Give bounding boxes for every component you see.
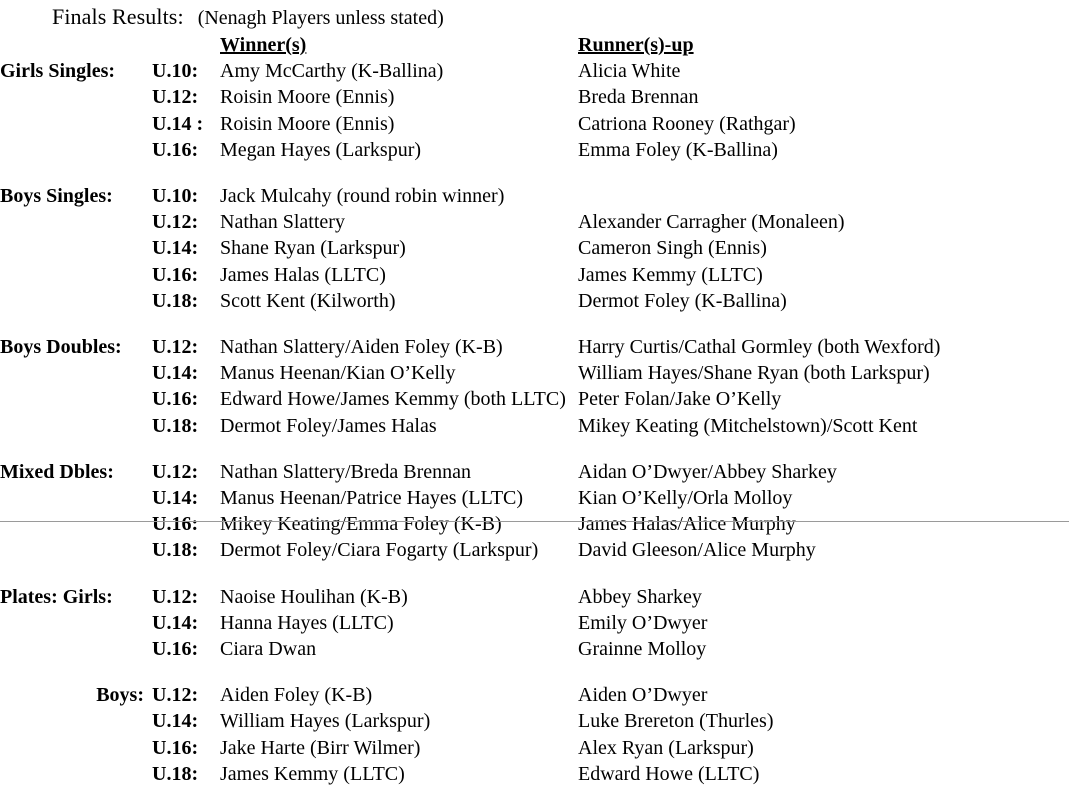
row-category [0, 386, 152, 412]
row-runner-up: Alex Ryan (Larkspur) [578, 736, 754, 759]
row-category [0, 610, 152, 636]
header-winner-label: Winner(s) [220, 34, 307, 56]
row-age-group: U.12: [152, 684, 199, 707]
row-age-group: U.12: [152, 460, 199, 483]
row-category: Plates: Girls: [0, 585, 113, 608]
row-age-group: U.12: [152, 86, 199, 109]
row-age-group: U.12: [152, 211, 199, 234]
table-row [0, 262, 1069, 288]
row-age-group: U.18: [152, 539, 199, 562]
row-age-group: U.16: [152, 263, 199, 286]
row-age-group: U.10: [152, 60, 199, 83]
row-age-group: U.16: [152, 638, 199, 661]
spacer-cell [0, 163, 1069, 183]
row-runner-up: Peter Folan/Jake O’Kelly [578, 388, 782, 411]
table-row [0, 111, 1069, 137]
row-runner-up: Emma Foley (K-Ballina) [578, 138, 778, 161]
row-winner: Dermot Foley/James Halas [220, 414, 437, 437]
row-age-group: U.14: [152, 362, 199, 385]
table-row [0, 235, 1069, 261]
row-category: Boys: [96, 684, 144, 707]
row-age-group: U.18: [152, 762, 199, 785]
table-row [0, 137, 1069, 163]
spacer-cell [0, 439, 1069, 459]
row-winner: James Kemmy (LLTC) [220, 762, 405, 785]
row-runner-up: James Halas/Alice Murphy [578, 513, 796, 536]
row-age-group: U.16: [152, 736, 199, 759]
row-runner-up: Emily O’Dwyer [578, 611, 708, 634]
row-runner-up: Alicia White [578, 60, 681, 83]
row-age-group: U.12: [152, 336, 199, 359]
spacer-cell [0, 662, 1069, 682]
spacer-cell [0, 314, 1069, 334]
row-category [0, 262, 152, 288]
row-runner-up: Mikey Keating (Mitchelstown)/Scott Kent [578, 414, 918, 437]
row-winner: Hanna Hayes (LLTC) [220, 611, 394, 634]
row-runner-up: James Kemmy (LLTC) [578, 263, 763, 286]
row-winner: Nathan Slattery/Breda Brennan [220, 460, 472, 483]
row-runner-up: Aiden O’Dwyer [578, 684, 708, 707]
table-row [0, 636, 1069, 662]
section-spacer [0, 564, 1069, 584]
row-age-group: U.18: [152, 414, 199, 437]
row-age-group: U.14: [152, 487, 199, 510]
row-runner-up: David Gleeson/Alice Murphy [578, 539, 816, 562]
row-category [0, 235, 152, 261]
row-winner: Aiden Foley (K-B) [220, 684, 373, 707]
row-winner: Edward Howe/James Kemmy (both LLTC) [220, 388, 566, 411]
row-category [0, 288, 152, 314]
row-runner-up: Kian O’Kelly/Orla Molloy [578, 487, 793, 510]
table-row [0, 209, 1069, 235]
row-age-group: U.16: [152, 388, 199, 411]
row-category [0, 111, 152, 137]
row-age-group: U.16: [152, 138, 199, 161]
table-row [0, 58, 1069, 84]
title-note: (Nenagh Players unless stated) [197, 7, 444, 29]
row-winner: James Halas (LLTC) [220, 263, 386, 286]
row-runner-up: Luke Brereton (Thurles) [578, 710, 774, 733]
row-runner-up: Grainne Molloy [578, 638, 707, 661]
row-category [0, 485, 152, 511]
spacer-cell [0, 564, 1069, 584]
row-winner: Scott Kent (Kilworth) [220, 289, 396, 312]
table-row [0, 334, 1069, 360]
row-runner-up [578, 183, 1069, 209]
row-category [0, 761, 152, 787]
row-age-group: U.16: [152, 513, 199, 536]
row-winner: Megan Hayes (Larkspur) [220, 138, 422, 161]
row-winner: Jack Mulcahy (round robin winner) [220, 185, 505, 208]
row-winner: Dermot Foley/Ciara Fogarty (Larkspur) [220, 539, 539, 562]
row-category [0, 708, 152, 734]
row-category: Boys Doubles: [0, 336, 122, 359]
row-winner: Mikey Keating/Emma Foley (K-B) [220, 513, 502, 536]
table-row [0, 537, 1069, 563]
table-row [0, 413, 1069, 439]
row-category [0, 137, 152, 163]
page-divider [0, 521, 1069, 522]
row-winner: Roisin Moore (Ennis) [220, 112, 395, 135]
results-table [0, 32, 1069, 787]
row-age-group: U.18: [152, 289, 199, 312]
row-category [0, 413, 152, 439]
row-winner: Manus Heenan/Kian O’Kelly [220, 362, 456, 385]
row-runner-up: Cameron Singh (Ennis) [578, 237, 767, 260]
title-row [0, 4, 1069, 30]
row-winner: Jake Harte (Birr Wilmer) [220, 736, 421, 759]
row-runner-up: Dermot Foley (K-Ballina) [578, 289, 787, 312]
row-winner: Ciara Dwan [220, 638, 317, 661]
table-row [0, 708, 1069, 734]
row-age-group: U.14: [152, 611, 199, 634]
row-category [0, 636, 152, 662]
row-winner: William Hayes (Larkspur) [220, 710, 431, 733]
table-row [0, 511, 1069, 537]
table-row [0, 735, 1069, 761]
row-age-group: U.14 : [152, 112, 204, 135]
table-row [0, 761, 1069, 787]
page-title: Finals Results: [52, 4, 184, 29]
section-spacer [0, 314, 1069, 334]
header-runner-up-label: Runner(s)-up [578, 34, 694, 56]
row-category: Mixed Dbles: [0, 460, 114, 483]
row-winner: Roisin Moore (Ennis) [220, 86, 395, 109]
section-spacer [0, 439, 1069, 459]
row-runner-up: Aidan O’Dwyer/Abbey Sharkey [578, 460, 837, 483]
row-category [0, 209, 152, 235]
row-winner: Nathan Slattery [220, 211, 345, 234]
table-row [0, 485, 1069, 511]
header-runner-up [578, 32, 1069, 58]
row-runner-up: Alexander Carragher (Monaleen) [578, 211, 845, 234]
row-winner: Manus Heenan/Patrice Hayes (LLTC) [220, 487, 524, 510]
header-winner [220, 32, 578, 58]
table-row [0, 360, 1069, 386]
row-winner: Shane Ryan (Larkspur) [220, 237, 406, 260]
row-runner-up: Abbey Sharkey [578, 585, 702, 608]
table-row [0, 584, 1069, 610]
row-category [0, 511, 152, 537]
row-age-group: U.14: [152, 237, 199, 260]
table-row [0, 386, 1069, 412]
row-runner-up: Edward Howe (LLTC) [578, 762, 760, 785]
row-runner-up: Breda Brennan [578, 86, 699, 109]
row-category [0, 537, 152, 563]
row-runner-up: William Hayes/Shane Ryan (both Larkspur) [578, 362, 930, 385]
table-row [0, 682, 1069, 708]
row-age-group: U.12: [152, 585, 199, 608]
row-winner: Amy McCarthy (K-Ballina) [220, 60, 444, 83]
table-row [0, 84, 1069, 110]
row-category: Boys Singles: [0, 185, 113, 208]
row-runner-up: Catriona Rooney (Rathgar) [578, 112, 796, 135]
row-winner: Naoise Houlihan (K-B) [220, 585, 408, 608]
row-category [0, 735, 152, 761]
header-age [152, 32, 220, 58]
row-winner: Nathan Slattery/Aiden Foley (K-B) [220, 336, 503, 359]
row-category [0, 360, 152, 386]
table-row [0, 183, 1069, 209]
row-age-group: U.10: [152, 185, 199, 208]
row-category: Girls Singles: [0, 60, 116, 83]
table-header-row [0, 32, 1069, 58]
row-age-group: U.14: [152, 710, 199, 733]
table-row [0, 288, 1069, 314]
row-runner-up: Harry Curtis/Cathal Gormley (both Wexford) [578, 336, 941, 359]
section-spacer [0, 163, 1069, 183]
row-category [0, 84, 152, 110]
table-row [0, 610, 1069, 636]
header-category [0, 32, 152, 58]
section-spacer [0, 662, 1069, 682]
table-row [0, 459, 1069, 485]
